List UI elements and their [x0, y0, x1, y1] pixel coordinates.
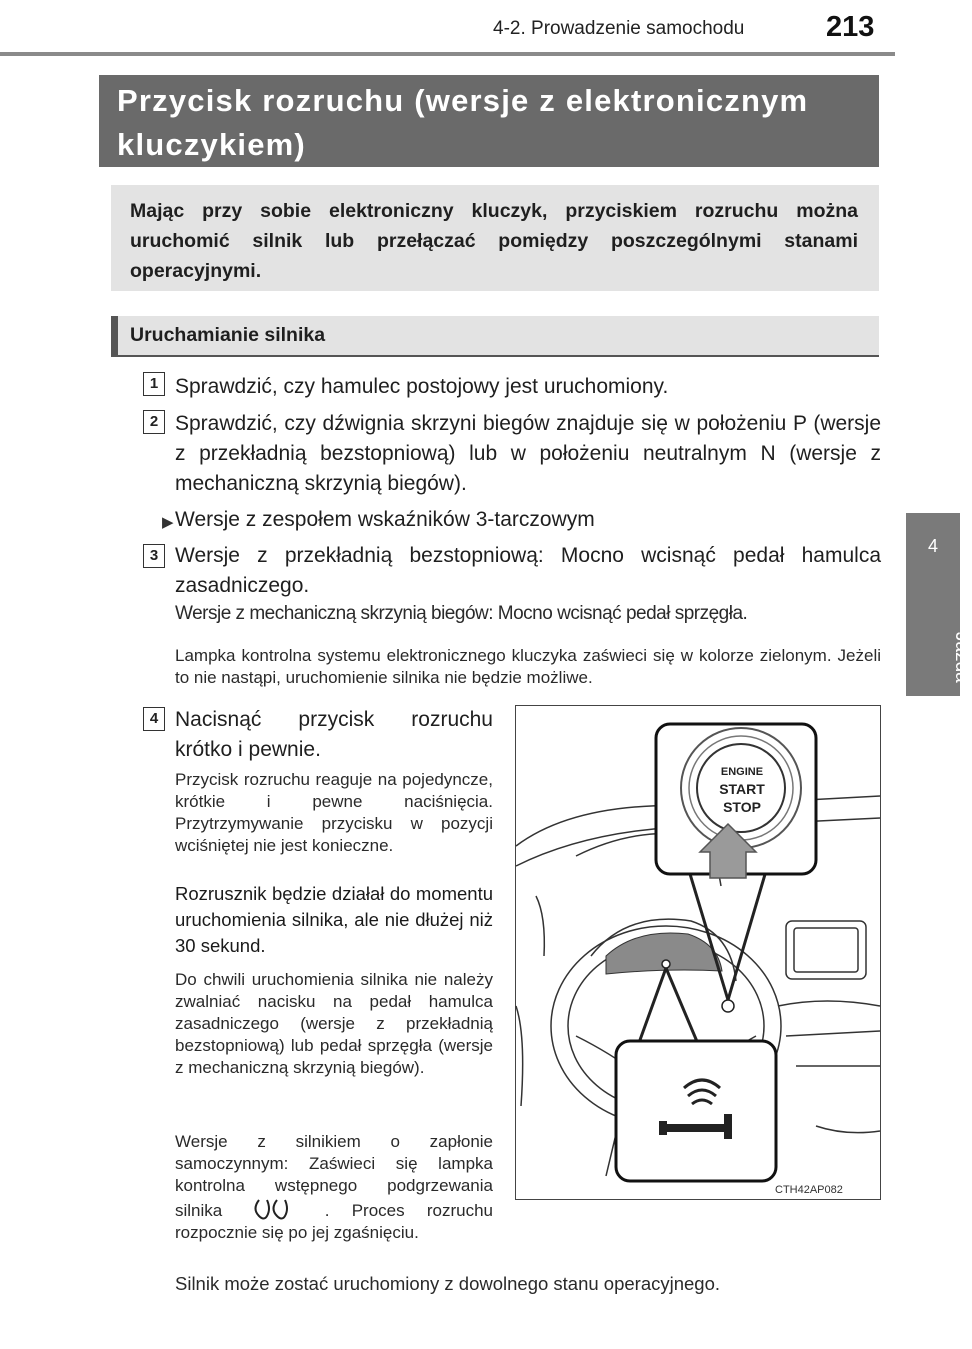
step-3-text: Wersje z przekładnią bezstopniową: Mocno wcisnąć pedał hamulca zasadniczego. [175, 544, 881, 597]
step-3-note-manual: Wersje z mechaniczną skrzynią biegów: Mocno wcisnąć pedał sprzęgła. [175, 603, 748, 624]
step-4-number: 4 [143, 707, 165, 731]
chapter-number: 4 [927, 536, 938, 556]
chapter-label: Jazda [951, 632, 972, 683]
step-4-note-2: Rozrusznik będzie działał do momentu uruchomienia silnika, ale nie dłużej niż 30 sekund. [175, 883, 493, 956]
step-1-text: Sprawdzić, czy hamulec postojowy jest uruchomiony. [175, 375, 669, 398]
dashboard-drawing [516, 706, 880, 1199]
step-4-note-4 [175, 1131, 493, 1244]
figure-dashboard-illustration [515, 705, 881, 1200]
step-3-number: 3 [143, 544, 165, 568]
intro-text: Mając przy sobie elektroniczny kluczyk, przyciskiem rozruchu można uruchomić silnik lub przełączać pomiędzy poszczególnymi stanami operacyjnymi. [130, 200, 858, 282]
step-4-note-3: Do chwili uruchomienia silnika nie należy zwalniać nacisku na pedał hamulca zasadniczego (wersje z przekładnią bezstopniową) lub pedał sprzęgła (wersje z mechaniczną skrzynią biegów). [175, 970, 493, 1077]
running-header-section: 4-2. Prowadzenie samochodu [493, 18, 745, 39]
step-4-text: Nacisnąć przycisk rozruchu krótko i pewnie. [175, 708, 493, 761]
subsection-heading: Uruchamianie silnika [130, 324, 326, 346]
step-4-note-4-before: Wersje z silnikiem o zapłonie samoczynnym: Zaświeci się lampka kontrolna wstępnego podgrzewania silnika [175, 1132, 493, 1220]
figure-code: CTH42AP082 [775, 1184, 843, 1196]
step-2-text: Sprawdzić, czy dźwignia skrzyni biegów znajduje się w położeniu P (wersje z przekładnią bezstopniową) lub w położeniu neutralnym N (wersje z mechaniczną skrzynią biegów). [175, 412, 881, 495]
subsection-rule [111, 355, 879, 357]
header-rule [0, 52, 895, 56]
triangle-bullet-icon: ▶ [162, 514, 174, 531]
page-number: 213 [826, 11, 875, 43]
step-4-note-1: Przycisk rozruchu reaguje na pojedyncze, krótkie i pewne naciśnięcia. Przytrzymywanie przycisku w pozycji wciśniętej nie jest konieczne. [175, 770, 493, 855]
engine-label: ENGINE [720, 766, 764, 778]
step-3-note-indicator: Lampka kontrolna systemu elektronicznego kluczyka zaświeci się w kolorze zielonym. Jeżeli to nie nastąpi, uruchomienie silnika nie będzie możliwe. [175, 646, 881, 687]
start-label: START [719, 781, 765, 797]
step-4-note-4-after: . Proces rozruchu rozpocznie się po jej zgaśnięciu. [175, 1201, 493, 1242]
step-2-number: 2 [143, 410, 165, 434]
variant-heading: Wersje z zespołem wskaźników 3-tarczowym [175, 508, 595, 531]
step-1-number: 1 [143, 372, 165, 396]
final-note: Silnik może zostać uruchomiony z dowolnego stanu operacyjnego. [175, 1273, 721, 1294]
glow-plug-indicator-icon [251, 1197, 297, 1221]
page-title: Przycisk rozruchu (wersje z elektronicznym kluczykiem) [117, 83, 809, 162]
stop-label: STOP [723, 799, 761, 815]
subsection-accent-bar [111, 316, 118, 356]
